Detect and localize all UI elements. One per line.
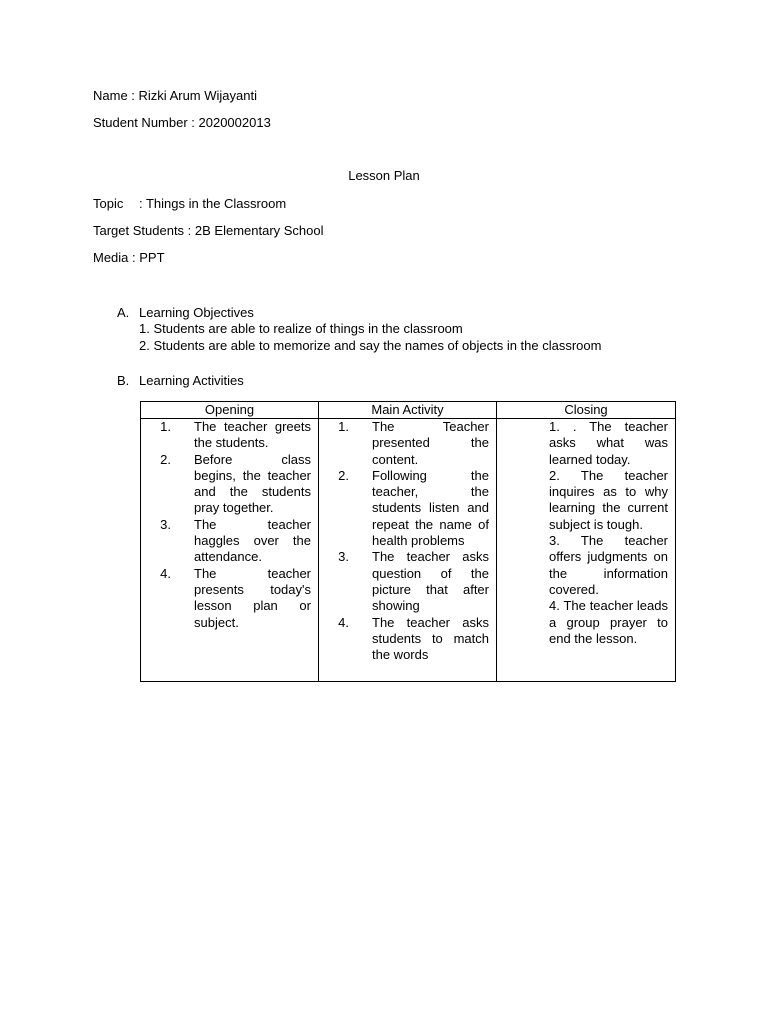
list-item [141,419,318,452]
topic-value: : Things in the Classroom [139,196,287,211]
opening-cell [141,419,319,682]
section-a-title: Learning Objectives [139,305,254,320]
item-number: 1. [338,419,349,434]
objective-item: 2. Students are able to memorize and say the names of objects in the classroom [139,338,602,353]
objective-item: 1. Students are able to realize of things in the classroom [139,321,463,336]
list-item: 1. . The teacher asks what was learned today. [549,419,668,467]
topic-line [93,196,286,212]
opening-list [141,419,318,631]
list-item [141,566,318,631]
list-item: 3. The teacher offers judgments on the information covered. [549,533,668,597]
item-text: The teacher haggles over the attendance. [194,516,311,565]
item-number: 2. [338,467,349,483]
item-text: The teacher asks question of the picture that after showing [372,549,489,614]
list-item [319,419,496,468]
item-number: 4. [338,614,349,630]
table-header-row [141,402,676,419]
section-b-title: Learning Activities [139,373,244,388]
header-opening: Opening [141,402,319,419]
topic-label: Topic [93,196,124,211]
learning-activities-table [140,401,676,682]
student-number: Student Number : 2020002013 [93,115,271,130]
item-text: Before class begins, the teacher and the students pray together. [194,451,311,516]
section-a-letter: A. [117,305,130,320]
item-text: The teacher asks students to match the words [372,614,489,663]
section-b-heading [117,373,244,389]
item-number: 1. [160,419,171,434]
closing-list [497,419,675,647]
list-item [319,615,496,664]
item-number: 2. [160,451,171,467]
list-item [319,468,496,549]
item-number: 4. [160,565,171,581]
document-title: Lesson Plan [348,168,420,183]
list-item: 2. The teacher inquires as to why learning the current subject is tough. [549,467,668,532]
list-item [141,517,318,566]
list-item [319,549,496,614]
target-students-line: Target Students : 2B Elementary School [93,223,324,238]
list-item [141,452,318,517]
item-number: 3. [160,516,171,532]
item-text: The teacher greets the students. [194,419,311,451]
item-number: 3. [338,549,349,565]
list-item: 4. The teacher leads a group prayer to end the lesson. [549,598,668,646]
main-activity-list [319,419,496,663]
item-text: Following the teacher, the students listen and repeat the name of health problems [372,467,489,549]
item-text: The teacher presents today's lesson plan or subject. [194,565,311,630]
section-a-heading [117,305,254,321]
media-line: Media : PPT [93,250,165,265]
closing-cell [497,419,676,682]
header-closing: Closing [497,402,676,419]
student-name: Name : Rizki Arum Wijayanti [93,88,257,103]
header-main-activity: Main Activity [319,402,497,419]
table-row [141,419,676,682]
section-b-letter: B. [117,373,130,388]
main-activity-cell [319,419,497,682]
item-text: The Teacher presented the content. [372,419,489,467]
